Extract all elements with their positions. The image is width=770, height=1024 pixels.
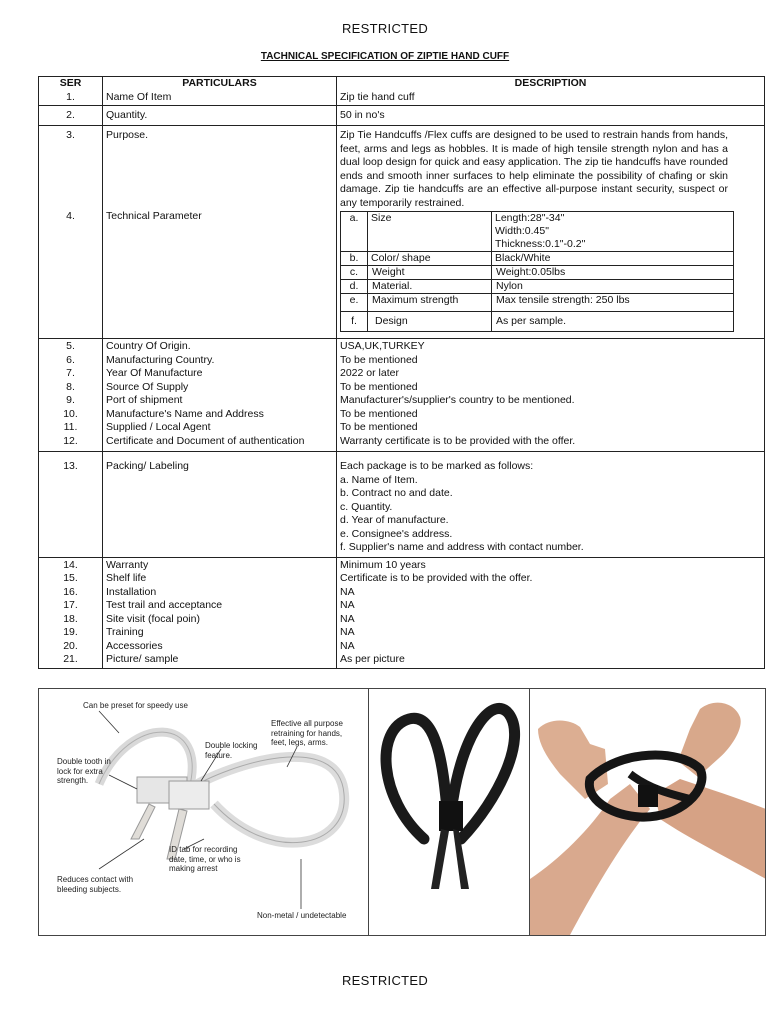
note-reduces: Reduces contact with bleeding subjects. <box>57 875 134 894</box>
note-id-tab: ID tab for recording date, time, or who is making arrest <box>169 845 241 873</box>
table-row: 8. Source Of Supply To be mentioned <box>39 381 765 395</box>
spec-table <box>38 76 765 669</box>
note-non-metal: Non-metal / undetectable <box>257 911 347 920</box>
param-row: c. Weight Weight:0.05lbs <box>341 266 734 280</box>
black-ziptie-photo <box>369 689 530 935</box>
col-description: DESCRIPTION <box>337 77 765 91</box>
table-row: 21. Picture/ sample As per picture <box>39 653 765 668</box>
table-row: 20. Accessories NA <box>39 640 765 654</box>
table-row: 2. Quantity. 50 in no's <box>39 106 765 126</box>
param-row: b. Color/ shape Black/White <box>341 252 734 266</box>
table-row: 18. Site visit (focal poin) NA <box>39 613 765 627</box>
rows-group-2 <box>39 339 765 452</box>
rows-group-3 <box>39 557 765 668</box>
table-row: 15. Shelf life Certificate is to be provided with the offer. <box>39 572 765 586</box>
table-row: 5. Country Of Origin. USA,UK,TURKEY <box>39 339 765 354</box>
table-row: 19. Training NA <box>39 626 765 640</box>
document-title: TACHNICAL SPECIFICATION OF ZIPTIE HAND CUFF <box>260 51 510 62</box>
note-double-locking: Double locking feature. <box>205 741 258 760</box>
col-particulars: PARTICULARS <box>103 77 337 91</box>
header-restricted: RESTRICTED <box>341 21 429 36</box>
labeled-diagram <box>39 689 369 935</box>
table-row: 1. Name Of Item Zip tie hand cuff <box>39 91 765 106</box>
note-preset: Can be preset for speedy use <box>83 701 188 710</box>
table-row: 7. Year Of Manufacture 2022 or later <box>39 367 765 381</box>
picture-panel <box>38 688 766 936</box>
param-row: e. Maximum strength Max tensile strength: 250 lbs <box>341 294 734 312</box>
param-row: f. Design As per sample. <box>341 312 734 332</box>
param-row: d. Material. Nylon <box>341 280 734 294</box>
wrists-image <box>530 689 765 935</box>
table-row: 14. Warranty Minimum 10 years <box>39 557 765 572</box>
black-ziptie-image <box>369 689 529 935</box>
table-row: 4. Technical Parameter a. Size Length:28"-34" Width:0.45" Thickness:0.1"-0.2" b. Color/ shape Black/White c. Weight Weight:0.05lbs d. Material. Nylon e. Maximum strength Max tensile strength: 250 lbs f. Design As per sample. <box>39 210 765 339</box>
table-row: 17. Test trail and acceptance NA <box>39 599 765 613</box>
table-row: 12. Certificate and Document of authentication Warranty certificate is to be provided with the offer. <box>39 435 765 452</box>
note-double-tooth: Double tooth in lock for extra strength. <box>57 757 111 785</box>
restrained-wrists-photo <box>530 689 765 935</box>
technical-parameter-table <box>340 211 734 332</box>
table-row: 13. Packing/ Labeling Each package is to be marked as follows: a. Name of Item. b. Contract no and date. c. Quantity. d. Year of manufacture. e. Consignee's address. f. Supplier's name and address with contact number. <box>39 452 765 558</box>
param-row: a. Size Length:28"-34" Width:0.45" Thickness:0.1"-0.2" <box>341 212 734 252</box>
table-row: 10. Manufacture's Name and Address To be mentioned <box>39 408 765 422</box>
note-effective: Effective all purpose retraining for hands, feet, legs, arms. <box>271 719 343 747</box>
table-row: 3. Purpose. Zip Tie Handcuffs /Flex cuffs are designed to be used to restrain hands from hands, feet, arms and legs as hobbles. It is made of high tensile strength nylon and has a dual loop design for quick and easy application. The zip tie handcuffs have rounded ends and smooth inner surfaces to help eliminate the possibility of chafing or skin damage. Zip tie handcuffs are an effective all-purpose instant security, suspect or any temporarily restrained. <box>39 126 765 211</box>
table-row: 9. Port of shipment Manufacturer's/supplier's country to be mentioned. <box>39 394 765 408</box>
table-row: 16. Installation NA <box>39 586 765 600</box>
footer-restricted: RESTRICTED <box>341 973 429 988</box>
col-ser: SER <box>39 77 103 91</box>
table-row: 11. Supplied / Local Agent To be mentioned <box>39 421 765 435</box>
table-row: 6. Manufacturing Country. To be mentioned <box>39 354 765 368</box>
